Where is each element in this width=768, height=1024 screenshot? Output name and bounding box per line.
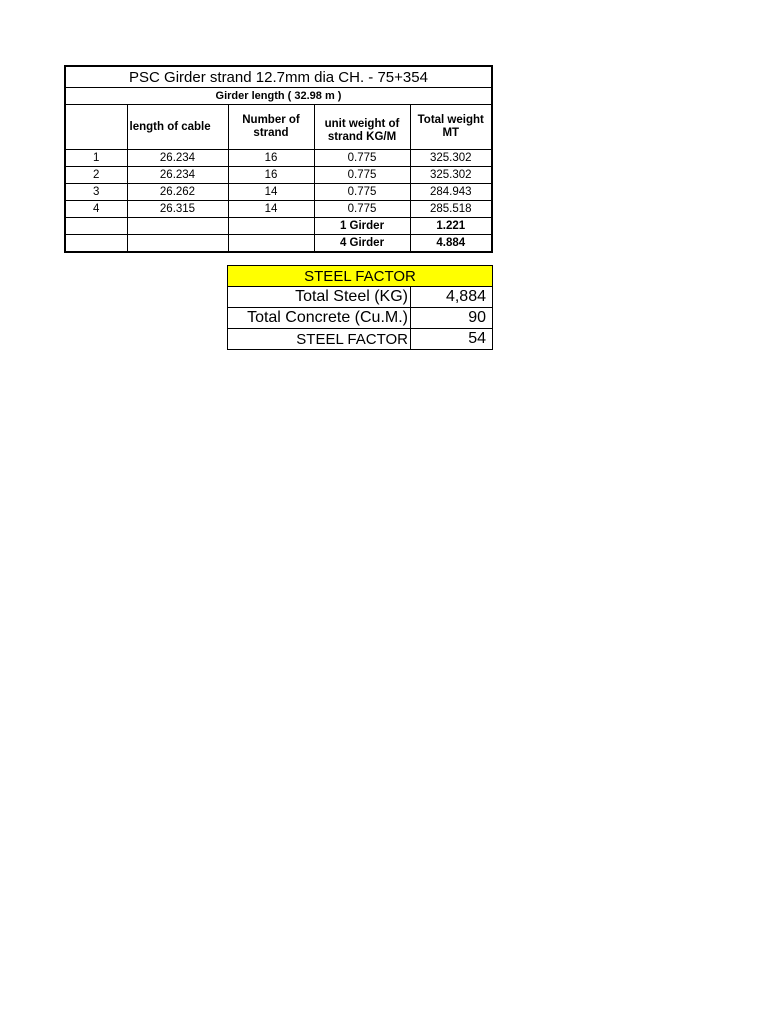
header-number-line2: strand xyxy=(253,127,289,139)
header-total-line2: MT xyxy=(442,127,460,139)
table-row xyxy=(65,150,492,167)
cell-number: 14 xyxy=(228,184,314,201)
table-row xyxy=(65,201,492,218)
table-row xyxy=(65,184,492,201)
cell-unit: 0.775 xyxy=(314,184,410,201)
cell-sno: 4 xyxy=(65,201,127,218)
cell-total: 325.302 xyxy=(410,150,492,167)
total-row-1-girder xyxy=(65,218,492,235)
empty-cell xyxy=(228,218,314,235)
cell-length: 26.234 xyxy=(127,150,228,167)
steel-factor-row xyxy=(228,329,493,350)
table-title: PSC Girder strand 12.7mm dia CH. - 75+354 xyxy=(65,66,492,88)
header-total-weight xyxy=(410,105,492,150)
empty-cell xyxy=(65,235,127,253)
steel-factor-row xyxy=(228,287,493,308)
cell-total: 285.518 xyxy=(410,201,492,218)
cell-total: 325.302 xyxy=(410,167,492,184)
cell-total: 284.943 xyxy=(410,184,492,201)
total-concrete-value: 90 xyxy=(411,308,493,329)
cell-number: 16 xyxy=(228,167,314,184)
empty-cell xyxy=(127,235,228,253)
total-steel-label: Total Steel (KG) xyxy=(228,287,411,308)
header-unit-weight xyxy=(314,105,410,150)
girder-length-subtitle: Girder length ( 32.98 m ) xyxy=(65,88,492,105)
cell-unit: 0.775 xyxy=(314,167,410,184)
cell-sno: 2 xyxy=(65,167,127,184)
header-unit-line1: unit weight of xyxy=(324,118,400,130)
steel-factor-header: STEEL FACTOR xyxy=(228,266,493,287)
total-label: 4 Girder xyxy=(314,235,410,253)
cell-length: 26.315 xyxy=(127,201,228,218)
steel-factor-table xyxy=(227,265,493,350)
total-value: 4.884 xyxy=(410,235,492,253)
steel-factor-value: 54 xyxy=(411,329,493,350)
total-concrete-label: Total Concrete (Cu.M.) xyxy=(228,308,411,329)
header-unit-line2: strand KG/M xyxy=(327,131,397,143)
empty-cell xyxy=(228,235,314,253)
girder-strand-table xyxy=(64,65,493,253)
header-number-of-strand xyxy=(228,105,314,150)
total-row-4-girder xyxy=(65,235,492,253)
header-length-of-cable: length of cable xyxy=(127,105,228,150)
table-row xyxy=(65,167,492,184)
cell-number: 14 xyxy=(228,201,314,218)
cell-sno: 1 xyxy=(65,150,127,167)
header-number-line1: Number of xyxy=(242,114,300,126)
empty-cell xyxy=(127,218,228,235)
cell-number: 16 xyxy=(228,150,314,167)
cell-unit: 0.775 xyxy=(314,150,410,167)
header-sno xyxy=(65,105,127,150)
cell-length: 26.262 xyxy=(127,184,228,201)
steel-factor-label: STEEL FACTOR xyxy=(228,329,411,350)
total-value: 1.221 xyxy=(410,218,492,235)
table-header-row xyxy=(65,105,492,150)
cell-sno: 3 xyxy=(65,184,127,201)
cell-unit: 0.775 xyxy=(314,201,410,218)
total-steel-value: 4,884 xyxy=(411,287,493,308)
empty-cell xyxy=(65,218,127,235)
header-total-line1: Total weight xyxy=(417,114,484,126)
steel-factor-row xyxy=(228,308,493,329)
cell-length: 26.234 xyxy=(127,167,228,184)
total-label: 1 Girder xyxy=(314,218,410,235)
